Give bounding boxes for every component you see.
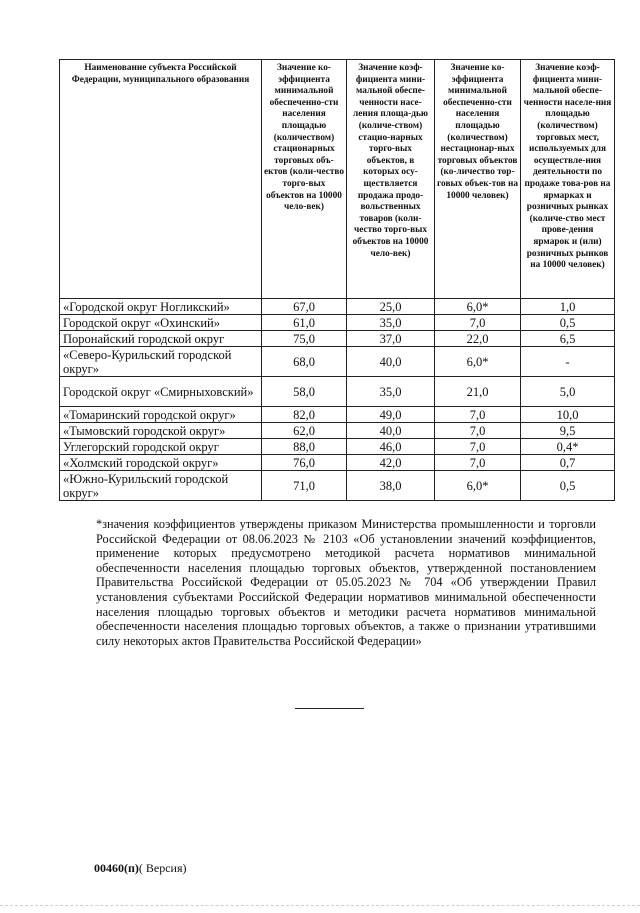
- row-value-3: 7,0: [435, 439, 521, 455]
- row-name: «Северо-Курильский городской округ»: [60, 347, 262, 377]
- table-row: [60, 331, 615, 347]
- row-name: Поронайский городской округ: [60, 331, 262, 347]
- row-value-3: 7,0: [435, 423, 521, 439]
- row-value-3: 6,0*: [435, 471, 521, 501]
- row-value-2: 38,0: [347, 471, 435, 501]
- header-stationary: Значение ко-эффициента минимальной обеспеченно-сти населения площадью (количеством) стационарных торговых объ-ектов (коли-чество торго-вых объектов на 10000 чело-век): [262, 60, 347, 299]
- document-version: ( Версия): [138, 861, 187, 875]
- row-value-3: 6,0*: [435, 299, 521, 315]
- row-value-1: 71,0: [262, 471, 347, 501]
- row-value-2: 40,0: [347, 347, 435, 377]
- row-value-4: 1,0: [521, 299, 615, 315]
- row-value-4: 5,0: [521, 377, 615, 407]
- row-value-2: 40,0: [347, 423, 435, 439]
- document-number: [94, 861, 187, 876]
- row-name: «Южно-Курильский городской округ»: [60, 471, 262, 501]
- table-row: [60, 377, 615, 407]
- row-value-2: 25,0: [347, 299, 435, 315]
- row-value-1: 88,0: [262, 439, 347, 455]
- document-number-code: 00460(п): [94, 861, 139, 875]
- separator-line: [295, 708, 364, 709]
- row-value-4: -: [521, 347, 615, 377]
- row-value-1: 67,0: [262, 299, 347, 315]
- table-row: [60, 315, 615, 331]
- row-value-1: 82,0: [262, 407, 347, 423]
- table-row: [60, 439, 615, 455]
- header-row: [60, 60, 615, 299]
- row-value-4: 0,5: [521, 471, 615, 501]
- row-value-4: 0,4*: [521, 439, 615, 455]
- table-row: [60, 299, 615, 315]
- row-value-2: 46,0: [347, 439, 435, 455]
- row-name: «Холмский городской округ»: [60, 455, 262, 471]
- row-name: «Городской округ Ногликский»: [60, 299, 262, 315]
- row-value-2: 49,0: [347, 407, 435, 423]
- table-row: [60, 347, 615, 377]
- row-name: Углегорский городской округ: [60, 439, 262, 455]
- row-value-4: 0,7: [521, 455, 615, 471]
- row-value-4: 0,5: [521, 315, 615, 331]
- row-value-4: 9,5: [521, 423, 615, 439]
- row-value-3: 7,0: [435, 455, 521, 471]
- row-value-2: 37,0: [347, 331, 435, 347]
- row-value-3: 7,0: [435, 315, 521, 331]
- row-value-1: 62,0: [262, 423, 347, 439]
- header-fairs-markets: Значение коэф-фициента мини-мальной обеспе-ченности населе-ния площадью (количеством) торговых мест, используемых для осуществле-ния деятельности по продаже това-ров на ярмарках и розничных рынках (количе-ство мест прове-дения ярмарок и (или) розничных рынков на 10000 человек): [521, 60, 615, 299]
- row-value-3: 21,0: [435, 377, 521, 407]
- row-value-3: 7,0: [435, 407, 521, 423]
- table-row: [60, 423, 615, 439]
- table-row: [60, 471, 615, 501]
- row-value-2: 35,0: [347, 377, 435, 407]
- row-value-1: 76,0: [262, 455, 347, 471]
- row-name: «Томаринский городской округ»: [60, 407, 262, 423]
- scan-edge-line: [0, 905, 640, 906]
- header-name: Наименование субъекта Российской Федерации, муниципального образования: [60, 60, 262, 299]
- row-value-1: 58,0: [262, 377, 347, 407]
- row-value-4: 6,5: [521, 331, 615, 347]
- footnote: *значения коэффициентов утверждены приказом Министерства промышленности и торговли Российской Федерации от 08.06.2023 № 2103 «Об установлении значений коэффициентов, применение которых предусмотрено методикой расчета нормативов минимальной обеспеченности населения площадью торговых объектов, утвержденной постановлением Правительства Российской Федерации от 05.05.2023 № 704 «Об утверждении Правил установления субъектами Российской Федерации нормативов минимальной обеспеченности населения площадью торговых объектов и методики расчета нормативов минимальной обеспеченности населения площадью торговых объектов, а также о признании утратившими силу некоторых актов Правительства Российской Федерации»: [96, 517, 596, 648]
- header-nonstationary: Значение ко-эффициента минимальной обеспеченно-сти населения площадью (количеством) нестационар-ных торговых объектов (ко-личество тор-говых объек-тов на 10000 человек): [435, 60, 521, 299]
- row-value-1: 75,0: [262, 331, 347, 347]
- table-row: [60, 455, 615, 471]
- row-name: «Тымовский городской округ»: [60, 423, 262, 439]
- norms-table: [59, 59, 615, 501]
- row-value-3: 22,0: [435, 331, 521, 347]
- table-row: [60, 407, 615, 423]
- row-value-3: 6,0*: [435, 347, 521, 377]
- row-value-2: 42,0: [347, 455, 435, 471]
- row-value-4: 10,0: [521, 407, 615, 423]
- header-food: Значение коэф-фициента мини-мальной обеспе-ченности насе-ления площа-дью (количе-ством) стацио-нарных торго-вых объектов, в которых осу-ществляется продажа продо-вольственных товаров (коли-чество торго-вых объектов на 10000 чело-век): [347, 60, 435, 299]
- row-value-2: 35,0: [347, 315, 435, 331]
- row-name: Городской округ «Смирныховский»: [60, 377, 262, 407]
- row-value-1: 68,0: [262, 347, 347, 377]
- row-name: Городской округ «Охинский»: [60, 315, 262, 331]
- row-value-1: 61,0: [262, 315, 347, 331]
